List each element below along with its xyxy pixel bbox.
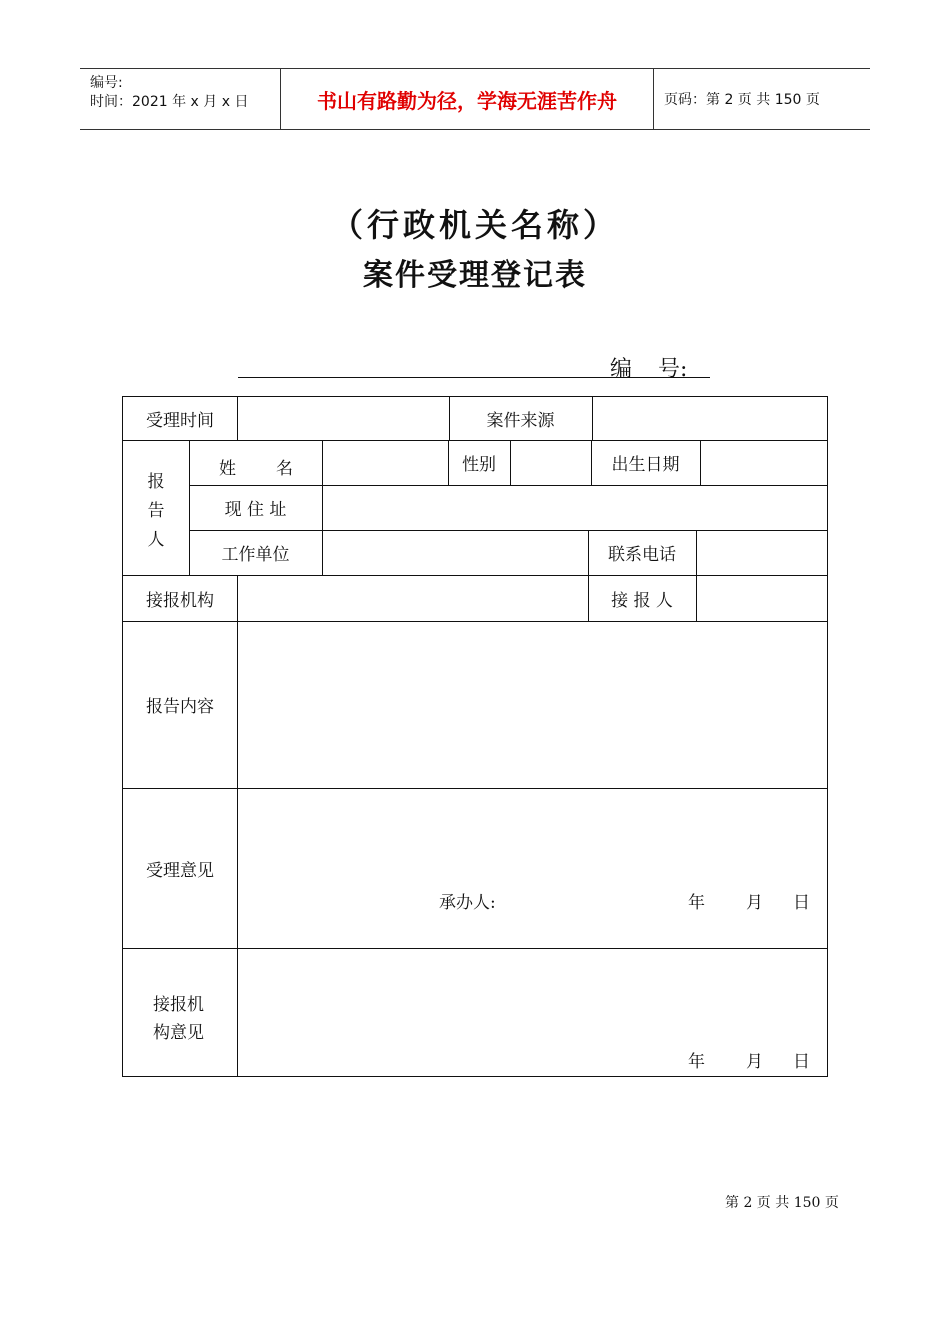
label-accept-opinion: 受理意见 (146, 860, 214, 881)
header-meta-cell (80, 69, 281, 129)
label-year: 年 (688, 893, 705, 913)
row-divider (123, 948, 827, 949)
col-divider (237, 397, 238, 440)
col-divider (696, 575, 697, 621)
header-number-label: 编号: (90, 75, 123, 91)
label-day: 日 (793, 1052, 810, 1072)
label-accept-time: 受理时间 (146, 411, 214, 431)
label-month: 月 (746, 893, 763, 913)
col-divider (510, 440, 511, 485)
label-name-b: 名 (276, 459, 293, 479)
col-divider (237, 575, 238, 1076)
label-agency-opinion-line2: 构意见 (153, 1023, 204, 1043)
reporter-char: 告 (147, 501, 165, 521)
header-page-info: 页码：第 2 页 共 150 页 (664, 92, 820, 108)
label-day: 日 (793, 893, 810, 913)
label-receiver: 接 报 人 (611, 590, 673, 611)
label-address: 现 住 址 (224, 500, 287, 520)
header-motto: 书山有路勤为径，学海无涯苦作舟 (281, 69, 654, 129)
reporter-char: 人 (147, 530, 165, 550)
label-case-source: 案件来源 (486, 411, 555, 431)
reporter-char: 报 (147, 472, 165, 492)
col-divider (592, 397, 593, 440)
col-divider (322, 440, 323, 575)
label-gender: 性别 (462, 455, 496, 475)
label-handler: 承办人: (439, 893, 496, 913)
col-divider (696, 530, 697, 575)
registration-form-table (122, 396, 828, 1077)
agency-title: （行政机关名称） (330, 206, 619, 244)
label-reporter (145, 468, 167, 555)
label-report-content: 报告内容 (146, 697, 214, 717)
label-work-unit: 工作单位 (221, 545, 290, 565)
page-header (80, 68, 870, 130)
label-name-a: 姓 (219, 459, 236, 479)
page-footer: 第 2 页 共 150 页 (725, 1195, 839, 1211)
number-label-b: 号: (658, 357, 688, 382)
label-month: 月 (746, 1052, 763, 1072)
number-label (610, 352, 687, 383)
label-receiving-agency: 接报机构 (146, 590, 214, 611)
label-phone: 联系电话 (608, 545, 676, 565)
label-birth-date: 出生日期 (611, 455, 680, 475)
form-title: 案件受理登记表 (363, 258, 587, 293)
number-label-a: 编 (610, 357, 633, 382)
header-time-label: 时间：2021 年 x 月 x 日 (90, 94, 249, 110)
col-divider (700, 440, 701, 485)
label-agency-opinion-line1: 接报机 (153, 995, 204, 1015)
label-year: 年 (688, 1052, 705, 1072)
